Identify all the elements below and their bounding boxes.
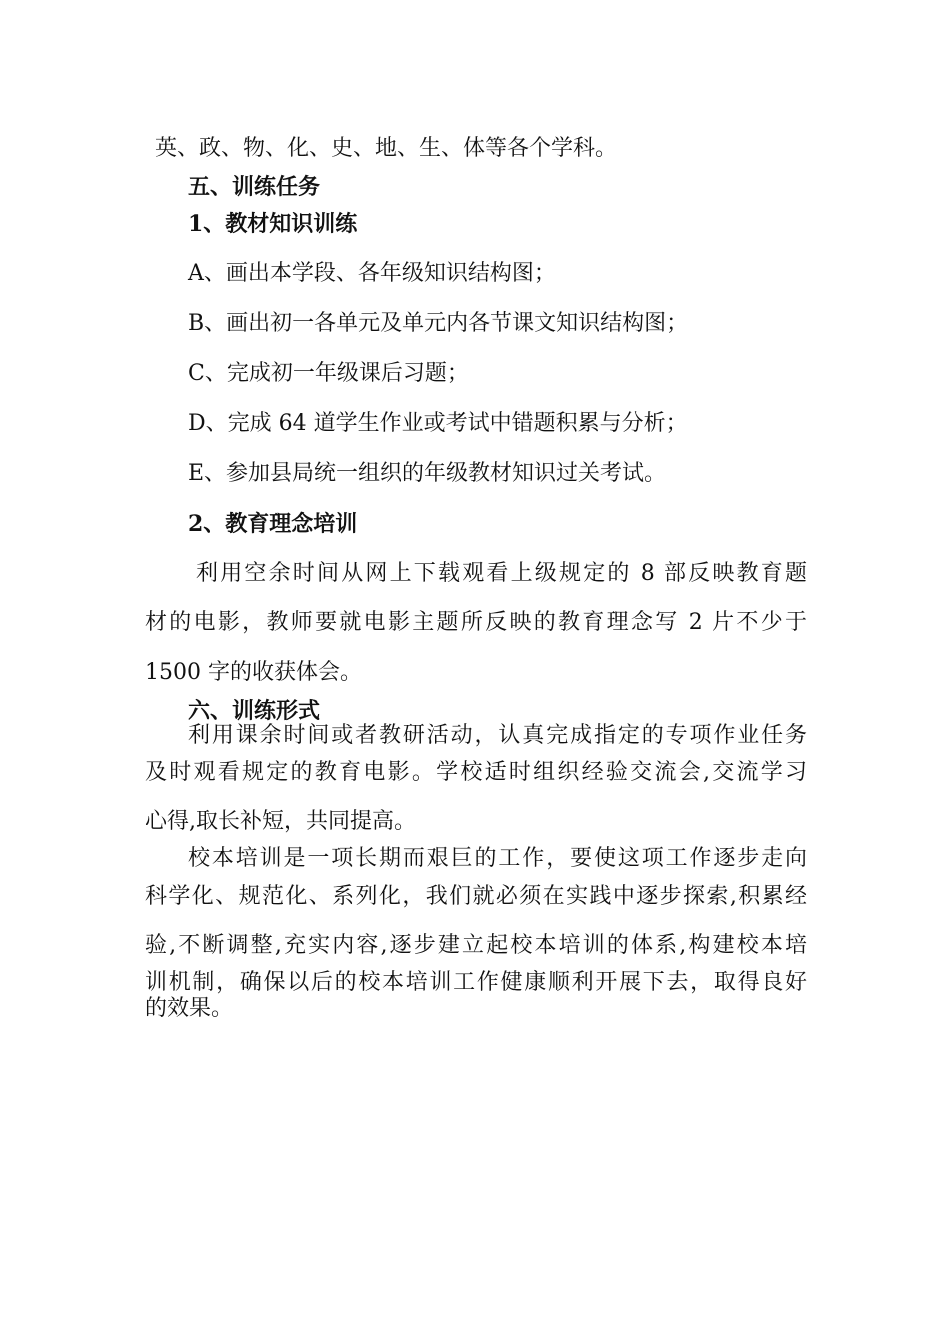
paragraph-line: 利用课余时间或者教研活动，认真完成指定的专项作业任务	[188, 723, 807, 748]
task-item-a: A、画出本学段、各年级知识结构图；	[188, 261, 556, 286]
task-item-e: E、参加县局统一组织的年级教材知识过关考试。	[188, 461, 667, 486]
subheading-education-philosophy: 2、教育理念培训	[188, 511, 358, 537]
paragraph-line: 验,不断调整,充实内容,逐步建立起校本培训的体系,构建校本培	[145, 933, 807, 958]
paragraph-line: 及时观看规定的教育电影。学校适时组织经验交流会,交流学习	[145, 760, 807, 785]
paragraph-line: 心得,取长补短，共同提高。	[145, 809, 416, 834]
task-item-b: B、画出初一各单元及单元内各节课文知识结构图；	[188, 311, 689, 336]
section-heading-training-tasks: 五、训练任务	[188, 174, 321, 200]
paragraph-line: 校本培训是一项长期而艰巨的工作，要使这项工作逐步走向	[188, 846, 807, 871]
paragraph-line: 1500 字的收获体会。	[145, 660, 362, 685]
task-item-d: D、完成 64 道学生作业或考试中错题积累与分析；	[188, 411, 688, 436]
paragraph-line: 科学化、规范化、系列化，我们就必须在实践中逐步探索,积累经	[145, 884, 807, 909]
task-item-c: C、完成初一年级课后习题；	[188, 361, 469, 386]
section-heading-training-format: 六、训练形式	[188, 698, 321, 724]
paragraph-line: 训机制，确保以后的校本培训工作健康顺利开展下去，取得良好	[145, 970, 807, 995]
paragraph-line: 的效果。	[145, 996, 234, 1021]
paragraph-line: 利用空余时间从网上下载观看上级规定的 8 部反映教育题	[196, 561, 807, 586]
paragraph-line: 材的电影，教师要就电影主题所反映的教育理念写 2 片不少于	[145, 610, 807, 635]
subheading-textbook-knowledge: 1、教材知识训练	[188, 211, 358, 237]
continuation-line: 英、政、物、化、史、地、生、体等各个学科。	[155, 136, 618, 161]
